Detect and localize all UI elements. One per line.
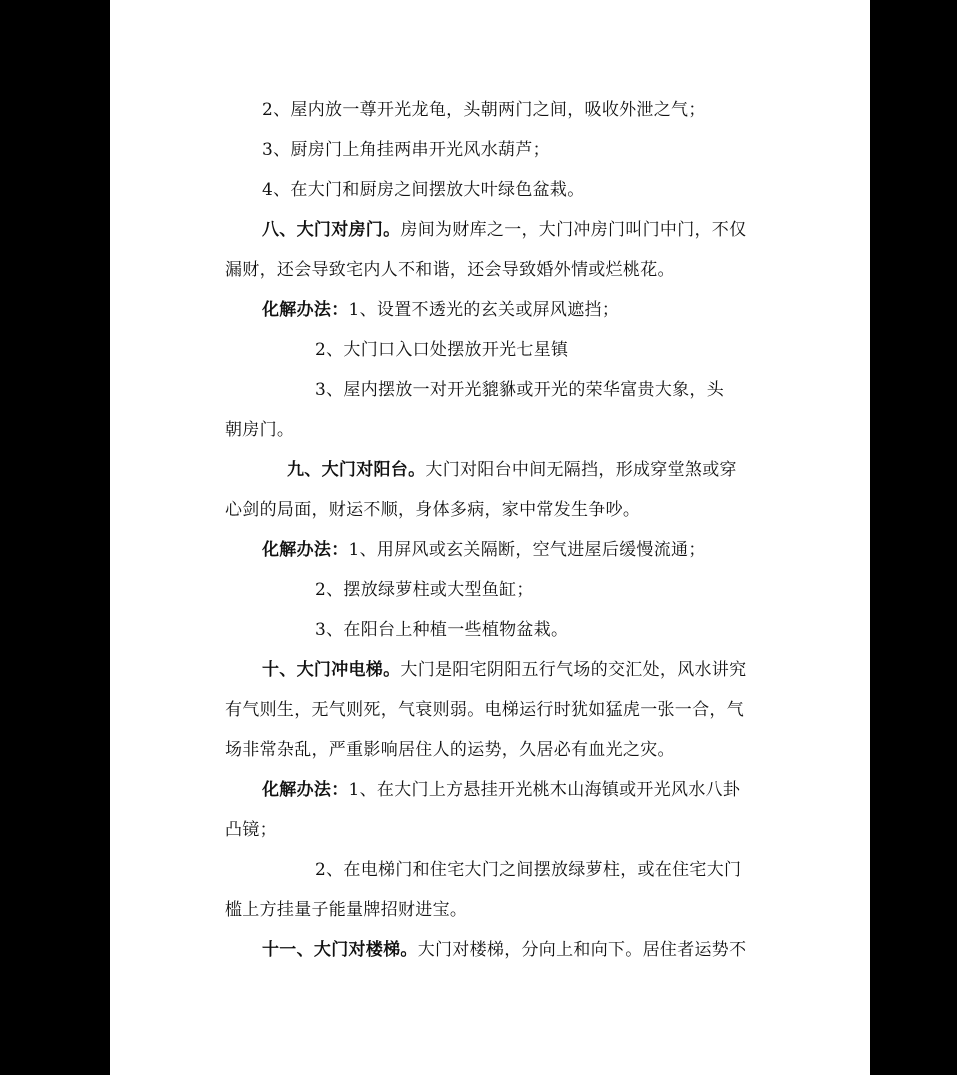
section-heading-line: 十、大门冲电梯。大门是阳宅阴阳五行气场的交汇处，风水讲究 [262, 660, 747, 680]
text-line: 槛上方挂量子能量牌招财进宝。 [225, 900, 468, 920]
text-line: 3、屋内摆放一对开光貔貅或开光的荣华富贵大象，头 [315, 380, 725, 400]
section-heading-line: 十一、大门对楼梯。大门对楼梯，分向上和向下。居住者运势不 [262, 940, 747, 960]
text-line: 朝房门。 [225, 420, 295, 440]
text-line: 2、屋内放一尊开光龙龟，头朝两门之间，吸收外泄之气； [262, 100, 706, 120]
remedy-heading-line: 化解办法：1、用屏风或玄关隔断，空气进屋后缓慢流通； [262, 540, 706, 560]
section-heading-line: 九、大门对阳台。大门对阳台中间无隔挡，形成穿堂煞或穿 [287, 460, 737, 480]
text-line: 2、在电梯门和住宅大门之间摆放绿萝柱，或在住宅大门 [315, 860, 742, 880]
text-line: 心剑的局面，财运不顺，身体多病，家中常发生争吵。 [225, 500, 641, 520]
section-heading-line: 八、大门对房门。房间为财库之一，大门冲房门叫门中门，不仅 [262, 220, 747, 240]
document-page [110, 0, 870, 1075]
text-line: 有气则生，无气则死，气衰则弱。电梯运行时犹如猛虎一张一合，气 [225, 700, 744, 720]
text-line: 场非常杂乱，严重影响居住人的运势，久居必有血光之灾。 [225, 740, 675, 760]
text-line: 3、在阳台上种植一些植物盆栽。 [315, 620, 569, 640]
text-line: 2、摆放绿萝柱或大型鱼缸； [315, 580, 534, 600]
text-line: 漏财，还会导致宅内人不和谐，还会导致婚外情或烂桃花。 [225, 260, 675, 280]
text-line: 2、大门口入口处摆放开光七星镇 [315, 340, 569, 360]
remedy-heading-line: 化解办法：1、在大门上方悬挂开光桃木山海镇或开光风水八卦 [262, 780, 741, 800]
text-line: 4、在大门和厨房之间摆放大叶绿色盆栽。 [262, 180, 585, 200]
text-line: 凸镜； [225, 820, 277, 840]
remedy-heading-line: 化解办法：1、设置不透光的玄关或屏风遮挡； [262, 300, 620, 320]
text-line: 3、厨房门上角挂两串开光风水葫芦； [262, 140, 550, 160]
